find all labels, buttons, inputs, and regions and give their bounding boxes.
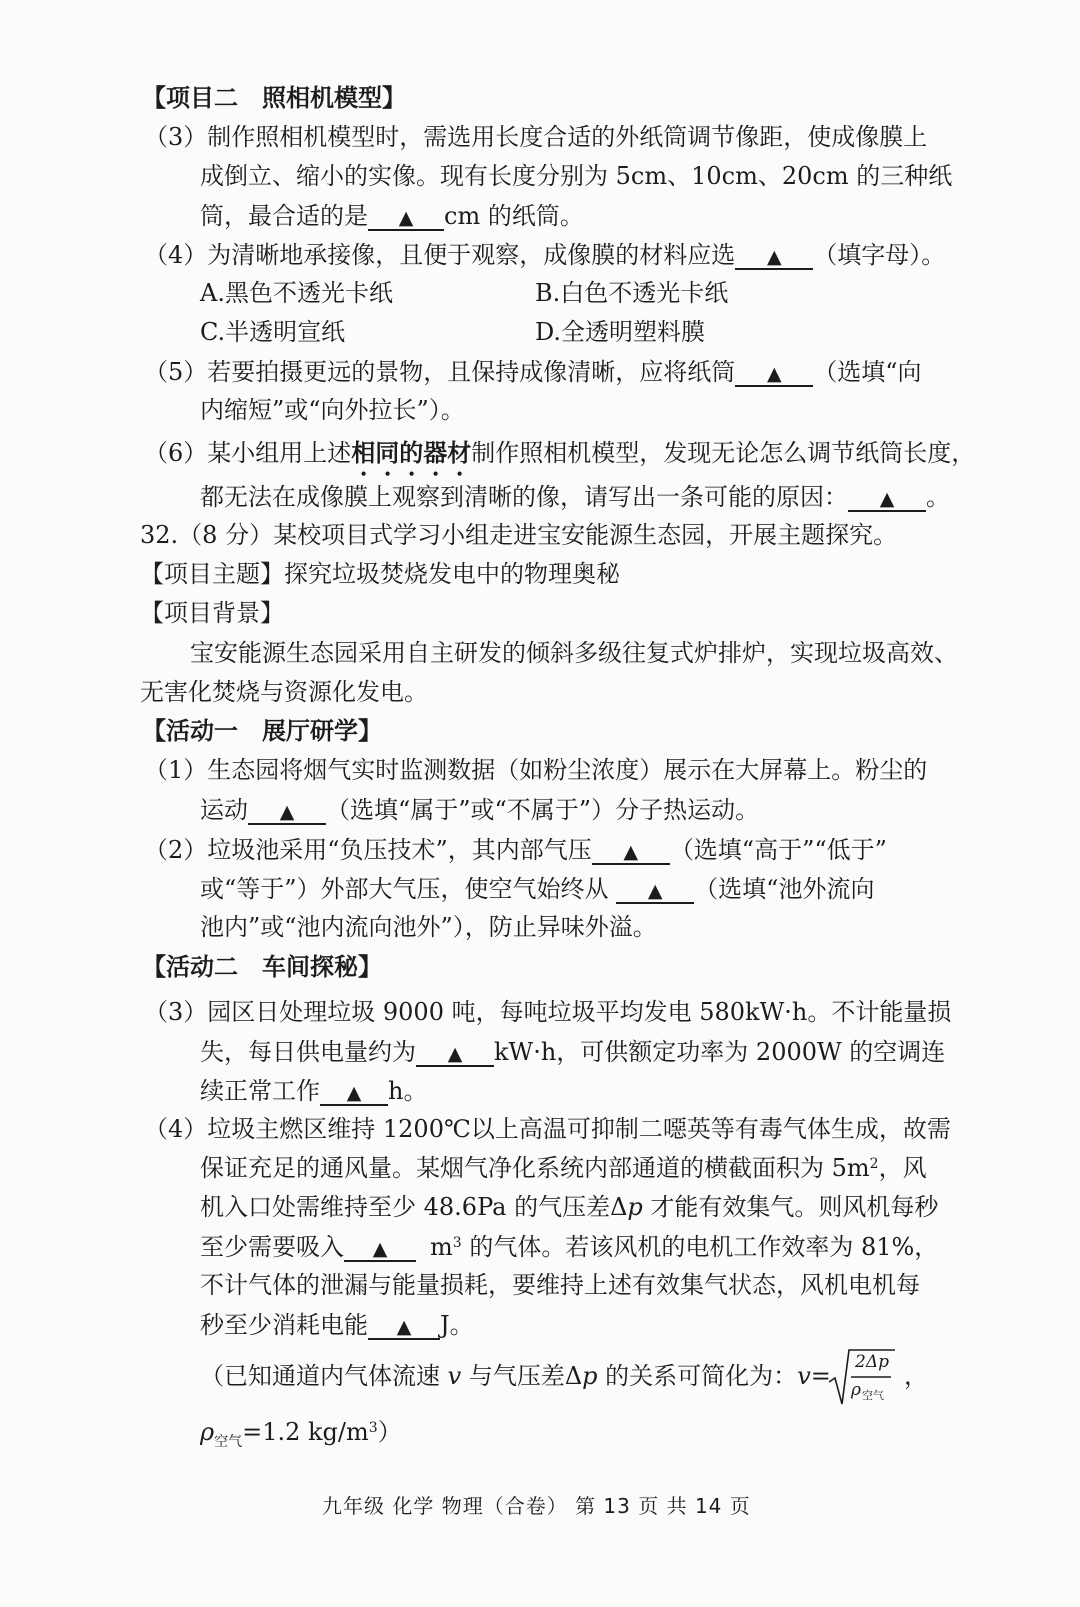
a1-text-end: （选填“属于”或“不属于”）分子热运动。	[326, 796, 760, 824]
question-32-header: 32.（8 分）某校项目式学习小组走进宝安能源生态园，开展主题探究。	[140, 521, 898, 549]
a1-text: 运动	[200, 796, 248, 824]
q6-text: （6）某小组用上述	[144, 439, 352, 467]
blank-triangle-icon: ▲	[766, 363, 782, 385]
answer-blank-a2-pressure[interactable]	[592, 837, 670, 865]
q4-text: （4）为清晰地承接像，且便于观察，成像膜的材料应选	[144, 241, 736, 269]
page-footer: 九年级 化学 物理（合卷） 第 13 页 共 14 页	[322, 1494, 751, 1518]
a4-text: 保证充足的通风量。某烟气净化系统内部通道的横截面积为 5m	[200, 1154, 870, 1182]
q6-line-2	[200, 484, 950, 512]
q4-option-c: C.半透明宣纸	[200, 318, 346, 346]
q6-text-2: 都无法在成像膜上观察到清晰的像，请写出一条可能的原因：	[200, 483, 848, 511]
a4-line-3	[200, 1195, 938, 1219]
a2-line-3: 池内”或“池内流向池外”），防止异味外溢。	[200, 913, 657, 941]
note-symbol-p: p	[582, 1362, 598, 1390]
q6-text-2-end: 。	[926, 483, 950, 511]
section-title-activity-1: 【活动一 展厅研学】	[142, 717, 382, 745]
q5-line-1	[144, 359, 922, 387]
a4-line-6	[200, 1312, 474, 1340]
project-background-title: 【项目背景】	[140, 599, 284, 627]
a2-text: （2）垃圾池采用“负压技术”，其内部气压	[144, 836, 592, 864]
a4-unit-m: m	[430, 1233, 453, 1261]
note-superscript: 3	[368, 1420, 378, 1436]
q6-emphasis: 相同的器材	[351, 438, 472, 467]
q4-text-end: （填字母）。	[813, 241, 946, 269]
a4-superscript-3: 3	[452, 1235, 462, 1251]
a4-line-2	[200, 1156, 927, 1180]
answer-blank-q3[interactable]	[368, 203, 444, 231]
answer-blank-a1[interactable]	[248, 797, 326, 825]
formula-v-equals: v=	[797, 1362, 831, 1390]
a3-line-3	[200, 1078, 427, 1106]
q3-text: 筒，最合适的是	[200, 202, 368, 230]
note-rho: ρ	[200, 1418, 215, 1446]
project-theme: 【项目主题】探究垃圾焚烧发电中的物理奥秘	[140, 560, 620, 588]
q3-text-end: cm 的纸筒。	[444, 202, 584, 230]
a4-text-6: 秒至少消耗电能	[200, 1311, 368, 1339]
blank-triangle-icon: ▲	[447, 1043, 463, 1065]
blank-triangle-icon: ▲	[623, 841, 639, 863]
q4-option-a: A.黑色不透光卡纸	[200, 279, 393, 307]
note-text-3: 的关系可简化为：	[597, 1362, 798, 1390]
q6-text-end: 制作照相机模型，发现无论怎么调节纸筒长度，	[471, 439, 976, 467]
a4-text-6-end: J。	[440, 1311, 474, 1339]
a4-text-3-end: 才能有效集气。则风机每秒	[642, 1193, 939, 1221]
blank-triangle-icon: ▲	[647, 880, 663, 902]
q4-option-d: D.全透明塑料膜	[535, 318, 706, 346]
answer-blank-a4-energy[interactable]	[368, 1312, 440, 1340]
a3-text-2: 续正常工作	[200, 1077, 320, 1105]
a3-text: 失，每日供电量约为	[200, 1038, 416, 1066]
blank-triangle-icon: ▲	[279, 801, 295, 823]
a4-line-5: 不计气体的泄漏与能量损耗，要维持上述有效集气状态，风机电机每	[200, 1271, 920, 1299]
formula-denominator-sub: 空气	[862, 1389, 884, 1402]
a4-line-4	[200, 1234, 938, 1262]
note-line-2	[200, 1420, 402, 1449]
answer-blank-a2-flow[interactable]	[616, 876, 694, 904]
q6-line-1	[144, 438, 975, 481]
answer-blank-q4[interactable]	[735, 242, 813, 270]
note-text: （已知通道内气体流速	[200, 1362, 448, 1390]
blank-triangle-icon: ▲	[879, 488, 895, 510]
q5-line-2: 内缩短”或“向外拉长”）。	[200, 396, 465, 424]
q3-line-3	[200, 203, 584, 231]
blank-triangle-icon: ▲	[398, 207, 414, 229]
section-title-project-2: 【项目二 照相机模型】	[142, 84, 406, 112]
section-title-activity-2: 【活动二 车间探秘】	[142, 953, 382, 981]
q3-line-1: （3）制作照相机模型时，需选用长度合适的外纸筒调节像距，使成像膜上	[144, 123, 928, 151]
note-text-2: 与气压差Δ	[461, 1362, 583, 1390]
blank-triangle-icon: ▲	[396, 1316, 412, 1338]
a4-text-end: ，风	[878, 1154, 927, 1182]
a2-line-2	[200, 876, 874, 904]
a4-superscript: 2	[869, 1156, 879, 1172]
background-line-2: 无害化焚烧与资源化发电。	[140, 678, 428, 706]
q5-text-end: （选填“向	[813, 358, 922, 386]
answer-blank-a3-hours[interactable]	[320, 1078, 388, 1106]
answer-blank-q6[interactable]	[848, 484, 926, 512]
blank-triangle-icon: ▲	[372, 1238, 388, 1260]
a4-text-4-end: 的气体。若该风机的电机工作效率为 81%，	[461, 1233, 939, 1261]
note-line-1	[200, 1364, 831, 1388]
q4-line-1	[144, 242, 945, 270]
q5-text: （5）若要拍摄更远的景物，且保持成像清晰，应将纸筒	[144, 358, 736, 386]
a3-line-1: （3）园区日处理垃圾 9000 吨，每吨垃圾平均发电 580kW·h。不计能量损	[144, 998, 952, 1026]
q4-option-b: B.白色不透光卡纸	[535, 279, 729, 307]
note-density-value: =1.2 kg/m	[242, 1418, 369, 1446]
note-comma: ，	[904, 1362, 928, 1390]
a4-text-3: 机入口处需维持至少 48.6Pa 的气压差Δ	[200, 1193, 628, 1221]
a3-line-2	[200, 1039, 945, 1067]
a4-symbol-p: p	[627, 1193, 643, 1221]
a1-line-2	[200, 797, 759, 825]
a2-text-2: 或“等于”）外部大气压，使空气始终从	[200, 875, 617, 903]
a3-text-2-end: h。	[388, 1077, 428, 1105]
a2-line-1	[144, 837, 887, 865]
formula-numerator: 2Δp	[855, 1352, 889, 1372]
answer-blank-a4-volume[interactable]	[344, 1234, 416, 1262]
note-rho-sub: 空气	[214, 1434, 243, 1450]
formula-denominator-rho: ρ	[851, 1380, 861, 1400]
a4-text-4: 至少需要吸入	[200, 1233, 344, 1261]
a3-text-end: kW·h，可供额定功率为 2000W 的空调连	[494, 1038, 946, 1066]
blank-triangle-icon: ▲	[346, 1082, 362, 1104]
q3-line-2: 成倒立、缩小的实像。现有长度分别为 5cm、10cm、20cm 的三种纸	[200, 162, 953, 190]
a1-line-1: （1）生态园将烟气实时监测数据（如粉尘浓度）展示在大屏幕上。粉尘的	[144, 756, 928, 784]
background-line-1: 宝安能源生态园采用自主研发的倾斜多级往复式炉排炉，实现垃圾高效、	[190, 639, 958, 667]
note-close-paren: ）	[377, 1418, 402, 1446]
blank-triangle-icon: ▲	[766, 246, 782, 268]
a2-text-end: （选填“高于”“低于”	[669, 836, 887, 864]
answer-blank-a3-energy[interactable]	[416, 1039, 494, 1067]
answer-blank-q5[interactable]	[735, 359, 813, 387]
note-symbol-v: v	[447, 1362, 462, 1390]
a4-line-1: （4）垃圾主燃区维持 1200℃以上高温可抑制二噁英等有毒气体生成，故需	[144, 1115, 951, 1143]
a2-text-2-end: （选填“池外流向	[694, 875, 875, 903]
formula-sqrt	[827, 1346, 897, 1408]
